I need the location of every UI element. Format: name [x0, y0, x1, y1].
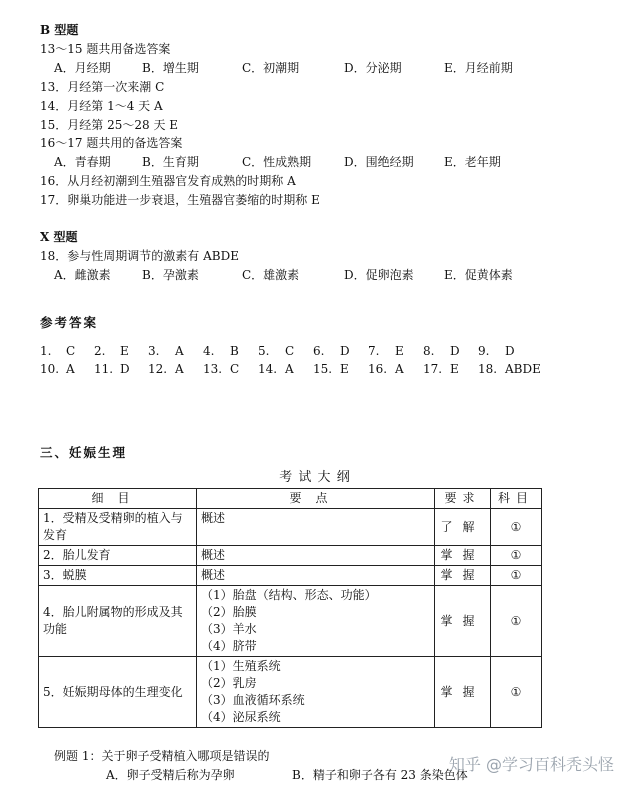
row-points: [197, 546, 435, 566]
answer-letter: A: [175, 362, 184, 376]
table-row: [39, 509, 542, 546]
group1-intro: 13～15 题共用备选答案: [40, 42, 171, 56]
table-row: [39, 657, 542, 728]
answer-number: 5.: [258, 344, 270, 358]
row-points: [197, 566, 435, 586]
answer-number: 1.: [40, 344, 52, 358]
question-17: 17．卵巢功能进一步衰退，生殖器官萎缩的时期称 E: [40, 193, 320, 207]
point: （3）羊水: [201, 622, 257, 636]
answer-letter: ABDE: [505, 362, 541, 376]
point: 概述: [201, 568, 226, 582]
answer-number: 13.: [203, 362, 223, 376]
row-item: 5．妊娠期母体的生理变化: [39, 657, 197, 728]
point: （1）胎盘（结构、形态、功能）: [201, 588, 377, 602]
answer-number: 7.: [368, 344, 380, 358]
option-b: B．增生期: [142, 61, 199, 75]
example-stem: 例题 1：关于卵子受精植入哪项是错误的: [54, 749, 270, 763]
header-requirement: 要求: [435, 489, 491, 509]
point: （4）脐带: [201, 639, 257, 653]
option-a: A．青春期: [54, 155, 111, 169]
option-c: C．初潮期: [242, 61, 300, 75]
point: （3）血液循环系统: [201, 693, 305, 707]
answer-letter: A: [66, 362, 75, 376]
row-subject: ①: [491, 546, 542, 566]
answer-number: 4.: [203, 344, 215, 358]
question-15: 15．月经第 25～28 天 E: [40, 118, 179, 132]
answer-number: 2.: [94, 344, 106, 358]
option-e: E．月经前期: [444, 61, 513, 75]
answer-number: 18.: [478, 362, 498, 376]
option-a: A．月经期: [54, 61, 111, 75]
exam-outline-table: [38, 488, 542, 728]
point: （2）胎膜: [201, 605, 257, 619]
option-d: D．分泌期: [344, 61, 402, 75]
option-b: B．生育期: [142, 155, 199, 169]
example-option-b: B．精子和卵子各有 23 条染色体: [292, 768, 468, 782]
row-item: 2．胎儿发育: [39, 546, 197, 566]
header-subject: 科目: [491, 489, 542, 509]
answer-number: 3.: [148, 344, 160, 358]
row-requirement: 掌握: [435, 566, 491, 586]
answer-letter: E: [395, 344, 404, 358]
answer-letter: E: [450, 362, 459, 376]
answer-number: 9.: [478, 344, 490, 358]
group2-intro: 16～17 题共用的备选答案: [40, 136, 183, 150]
point: （2）乳房: [201, 676, 257, 690]
header-item: 细目: [39, 489, 197, 509]
point: （1）生殖系统: [201, 659, 281, 673]
answer-letter: C: [285, 344, 295, 358]
answer-letter: B: [230, 344, 239, 358]
answer-letter: D: [120, 362, 130, 376]
answer-number: 8.: [423, 344, 435, 358]
header-points: 要点: [197, 489, 435, 509]
answers-title: 参考答案: [40, 315, 99, 330]
table-row: [39, 546, 542, 566]
question-13: 13．月经第一次来潮 C: [40, 80, 165, 94]
row-requirement: 掌握: [435, 546, 491, 566]
row-subject: ①: [491, 586, 542, 657]
question-14: 14．月经第 1～4 天 A: [40, 99, 163, 113]
answer-number: 16.: [368, 362, 388, 376]
answer-number: 12.: [148, 362, 168, 376]
table-row: [39, 586, 542, 657]
row-item: 1．受精及受精卵的植入与发育: [39, 509, 197, 546]
option-b: B．孕激素: [142, 268, 199, 282]
row-requirement: 了解: [435, 509, 491, 546]
section-x-title: X 型题: [40, 230, 78, 244]
answer-number: 10.: [40, 362, 60, 376]
row-subject: ①: [491, 509, 542, 546]
option-e: E．老年期: [444, 155, 501, 169]
question-16: 16．从月经初潮到生殖器官发育成熟的时期称 A: [40, 174, 296, 188]
row-item: 3．蜕膜: [39, 566, 197, 586]
watermark: 知乎 @学习百科秃头怪: [448, 755, 614, 774]
answer-number: 6.: [313, 344, 325, 358]
option-e: E．促黄体素: [444, 268, 513, 282]
row-points: [197, 509, 435, 546]
example-option-a: A．卵子受精后称为孕卵: [106, 768, 235, 782]
answer-number: 11.: [94, 362, 114, 376]
answer-number: 15.: [313, 362, 333, 376]
outline-title: 考 试 大 纲: [279, 470, 351, 485]
answer-letter: A: [175, 344, 184, 358]
row-requirement: 掌握: [435, 657, 491, 728]
row-points: [197, 657, 435, 728]
answer-letter: C: [66, 344, 76, 358]
point: （4）泌尿系统: [201, 710, 281, 724]
answer-number: 14.: [258, 362, 278, 376]
answer-letter: D: [450, 344, 460, 358]
answer-letter: E: [340, 362, 349, 376]
chapter-title: 三、妊娠生理: [40, 445, 128, 460]
question-18: 18．参与性周期调节的激素有 ABDE: [40, 249, 239, 263]
answer-letter: E: [120, 344, 129, 358]
answer-letter: A: [285, 362, 294, 376]
option-d: D．促卵泡素: [344, 268, 414, 282]
row-requirement: 掌握: [435, 586, 491, 657]
option-a: A．雌激素: [54, 268, 111, 282]
row-subject: ①: [491, 566, 542, 586]
point: 概述: [201, 548, 226, 562]
table-header-row: [39, 489, 542, 509]
row-points: [197, 586, 435, 657]
option-d: D．围绝经期: [344, 155, 414, 169]
option-c: C．性成熟期: [242, 155, 312, 169]
row-item: 4．胎儿附属物的形成及其功能: [39, 586, 197, 657]
answer-letter: A: [395, 362, 404, 376]
section-b-title: B 型题: [40, 23, 79, 37]
table-row: [39, 566, 542, 586]
option-c: C．雄激素: [242, 268, 300, 282]
answer-letter: D: [340, 344, 350, 358]
answer-letter: D: [505, 344, 515, 358]
row-subject: ①: [491, 657, 542, 728]
answer-number: 17.: [423, 362, 443, 376]
answer-letter: C: [230, 362, 240, 376]
point: 概述: [201, 511, 226, 525]
